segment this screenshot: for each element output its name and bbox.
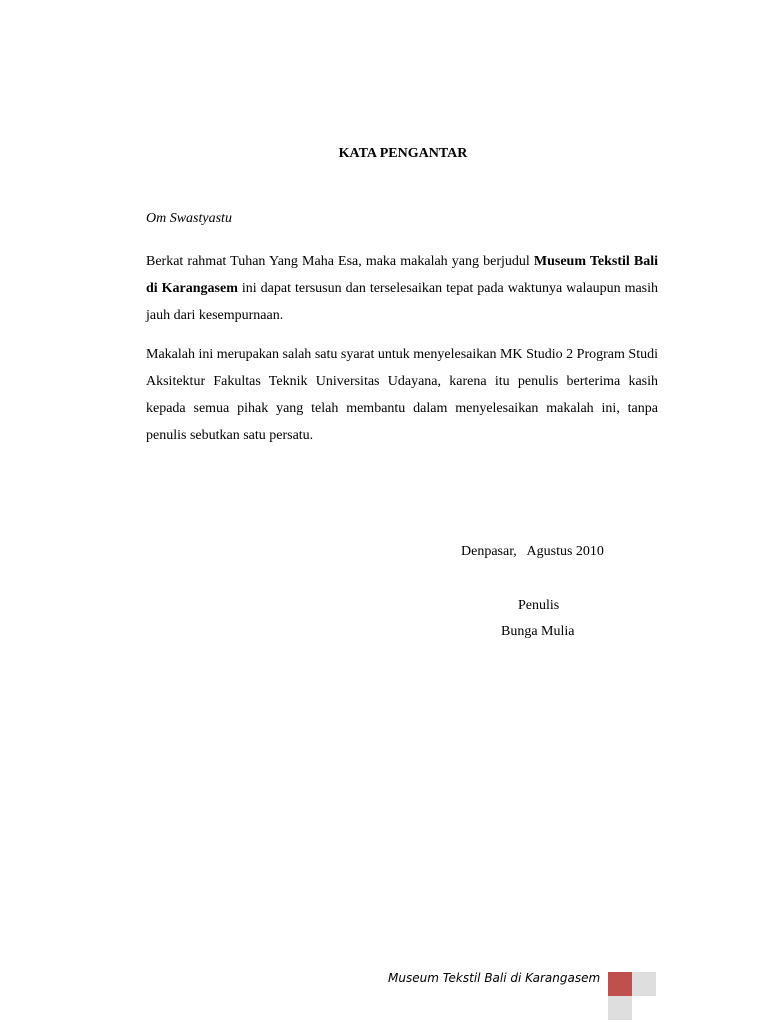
page-title: KATA PENGANTAR [338,146,468,161]
paragraph-intro-start: Berkat rahmat Tuhan Yang Maha Esa, maka makalah yang berjudul [146,254,534,269]
footer-grey-square-bottom [608,996,632,1020]
signature-name: Bunga Mulia [501,624,575,639]
signature-role: Penulis [518,598,560,613]
paper-title-bold: Museum Tekstil Bali di Karangasem [146,254,659,296]
signature-place-date: Denpasar, Agustus 2010 [461,544,604,559]
paragraph-intro-end: ini dapat tersusun dan terselesaikan tepat pada waktunya walaupun masih jauh dari kesempurnaan. [146,281,659,323]
footer-grey-square-right [632,972,656,996]
paragraph-acknowledgement: Makalah ini merupakan salah satu syarat untuk menyelesaikan MK Studio 2 Program Studi Aksitektur Fakultas Teknik Universitas Udayana, karena itu penulis berterima kasih kepada semua pihak yang telah membantu dalam menyelesaikan makalah ini, tanpa penulis sebutkan satu persatu. [146,347,658,443]
greeting: Om Swastyastu [146,211,232,226]
footer-title: Museum Tekstil Bali di Karangasem [388,971,601,985]
paragraph-intro [146,248,658,329]
footer-red-square [608,972,632,996]
